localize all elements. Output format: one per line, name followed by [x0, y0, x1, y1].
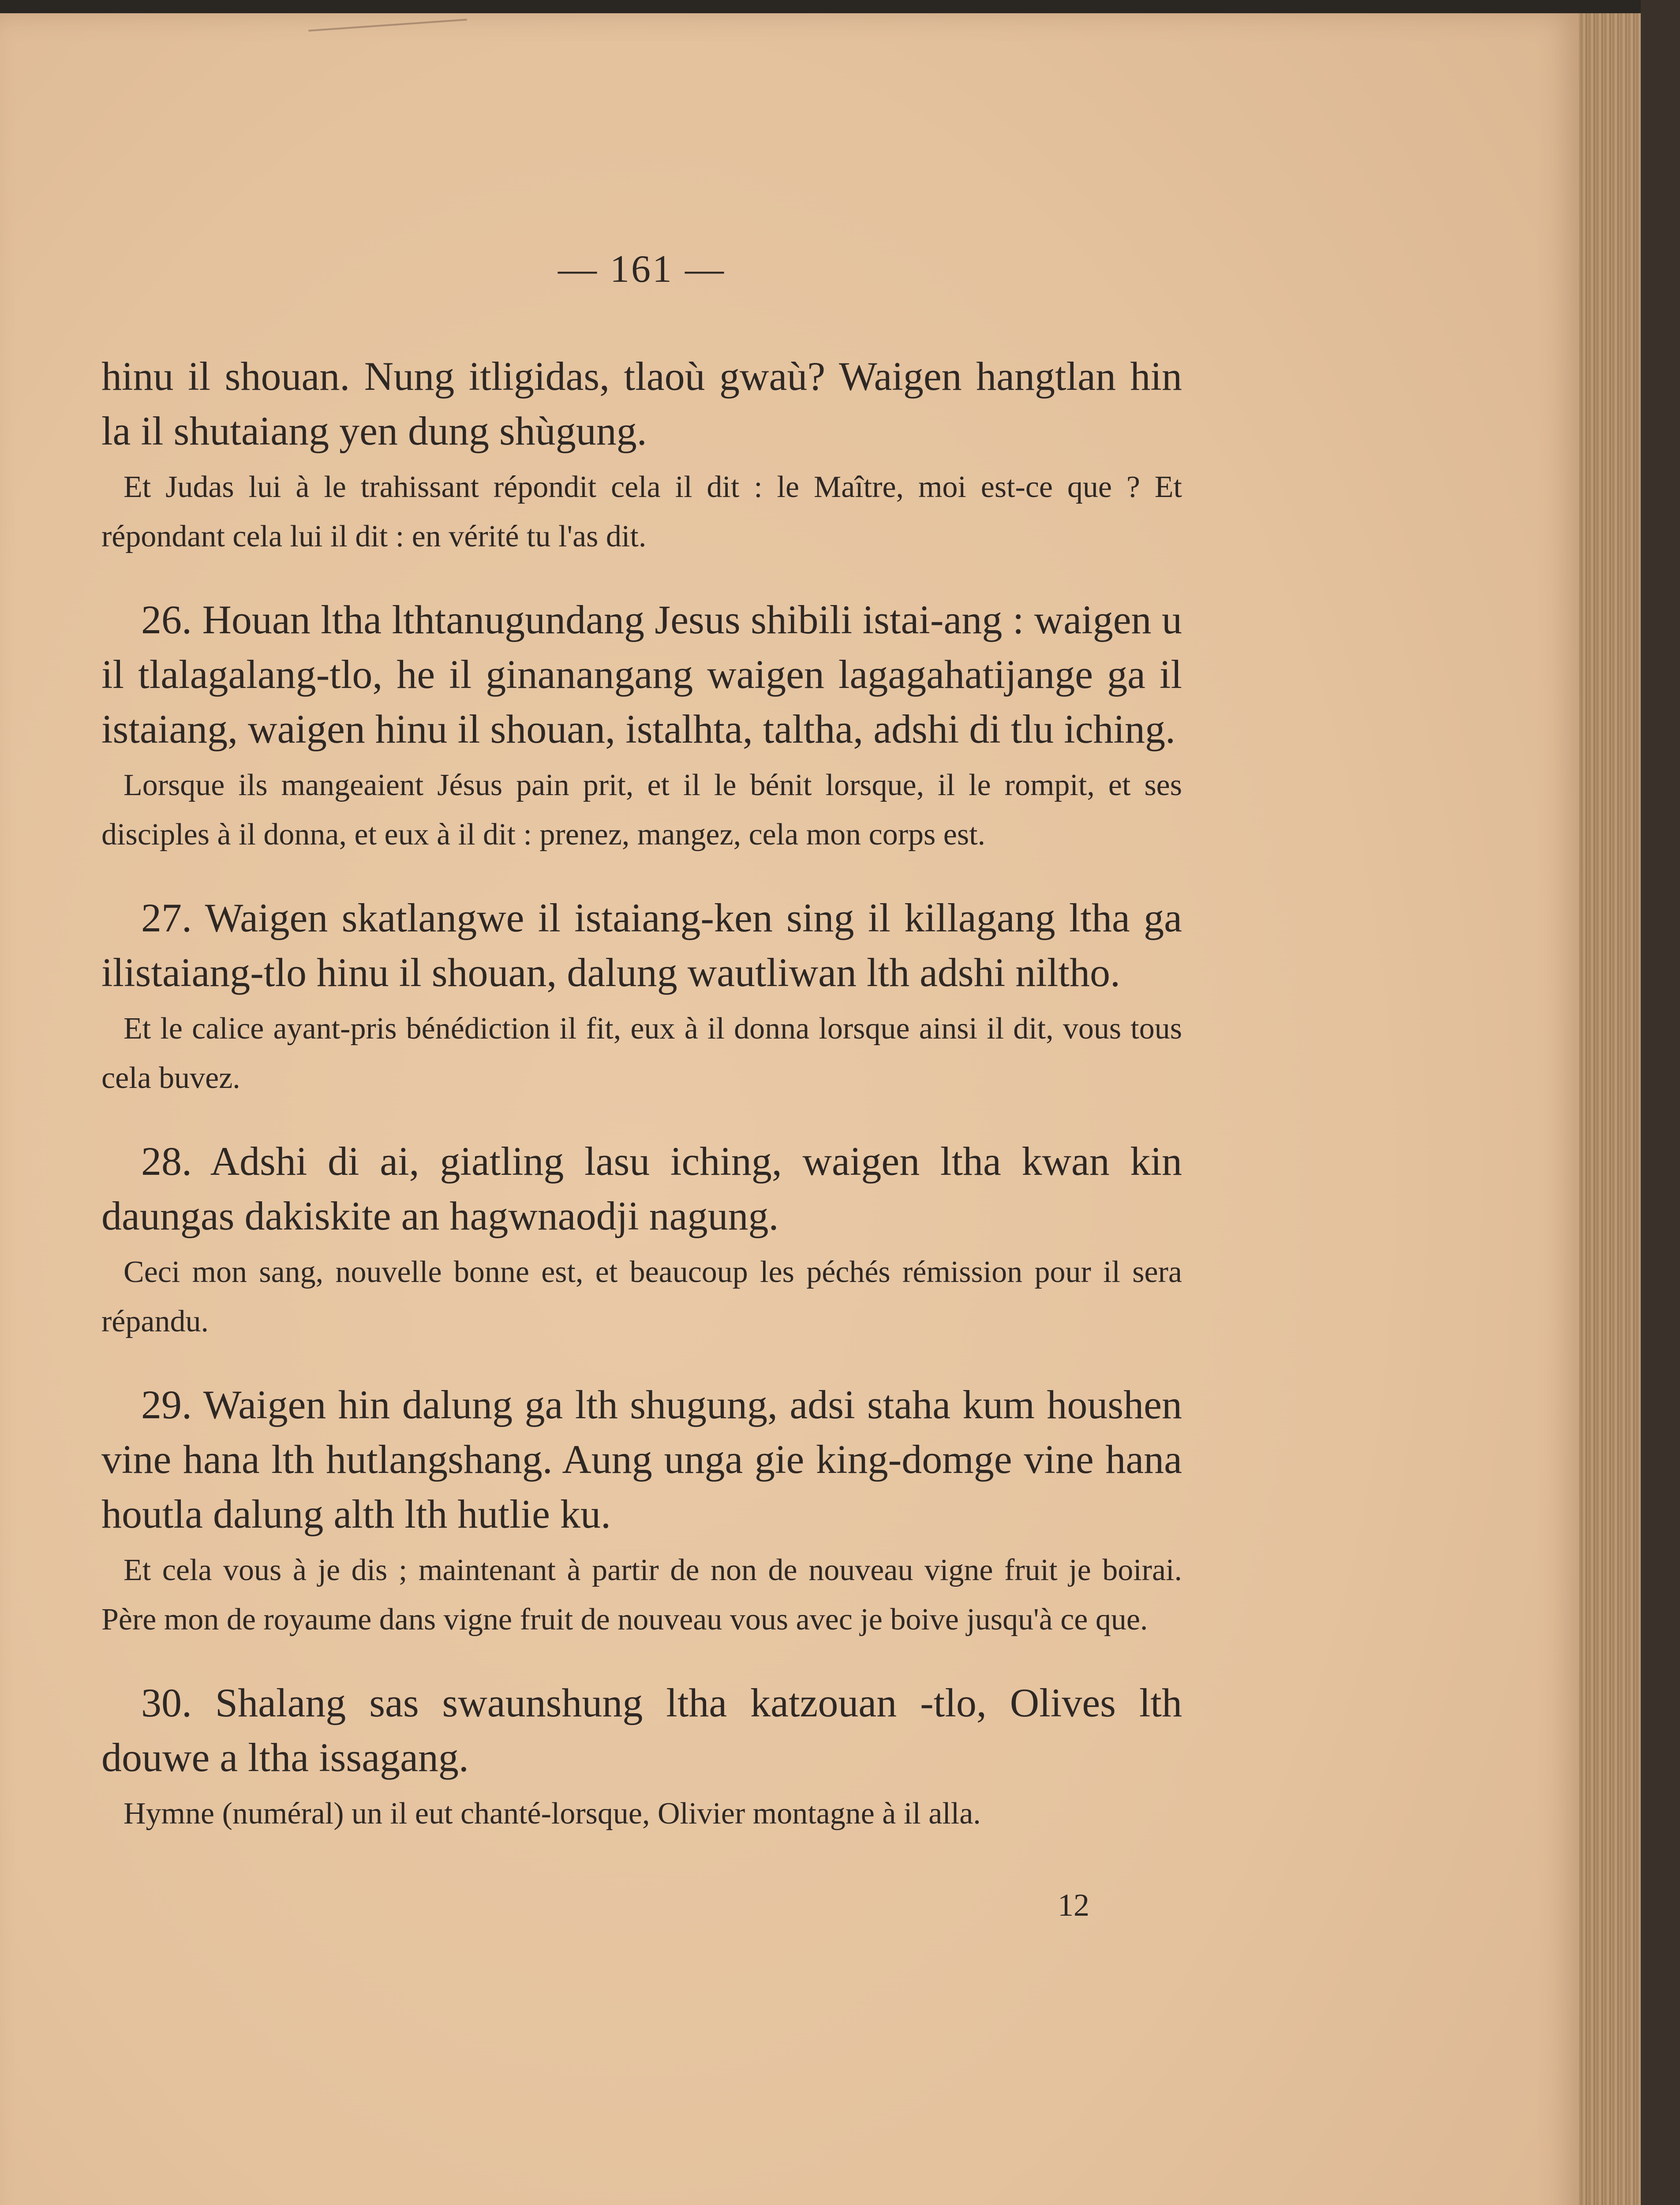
verse-28 [101, 1134, 1182, 1346]
haida-text: 29. Waigen hin dalung ga lth shugung, adsi staha kum houshen vine hana lth hutlangshang. Aung unga gie king-domge vine hana houtla dalung alth lth hutlie ku. [101, 1382, 1182, 1536]
french-translation: Lorsque ils mangeaient Jésus pain prit, et il le bénit lorsque, il le rompit, et ses disciples à il donna, et eux à il dit : prenez, mangez, cela mon corps est. [101, 768, 1182, 852]
haida-text: 30. Shalang sas swaunshung ltha katzouan -tlo, Olives lth douwe a ltha issagang. [101, 1680, 1182, 1780]
signature-mark: 12 [1058, 1887, 1089, 1923]
haida-text: 27. Waigen skatlangwe il istaiang-ken sing il killagang ltha ga ilistaiang-tlo hinu il shouan, dalung wautliwan lth adshi niltho. [101, 895, 1182, 995]
haida-text: 26. Houan ltha lthtanugundang Jesus shibili istai-ang : waigen u il tlalagalang-tlo, he il ginanangang waigen lagagahatijange ga il istaiang, waigen hinu il shouan, istalhta, taltha, adshi di tlu iching. [101, 597, 1182, 751]
french-translation: Hymne (numéral) un il eut chanté-lorsque, Olivier montagne à il alla. [123, 1797, 981, 1831]
verse-26 [101, 592, 1182, 860]
haida-text: 28. Adshi di ai, giatling lasu iching, waigen ltha kwan kin daungas dakiskite an hagwnaodji nagung. [101, 1139, 1182, 1238]
book-binding-shadow [1641, 0, 1680, 2205]
verse-25-continuation [101, 349, 1182, 561]
verse-29 [101, 1377, 1182, 1644]
page-number: — 161 — [558, 248, 726, 291]
french-translation: Ceci mon sang, nouvelle bonne est, et beaucoup les péchés rémission pour il sera répandu. [101, 1255, 1182, 1338]
french-translation: Et Judas lui à le trahissant répondit cela il dit : le Maître, moi est-ce que ? Et répondant cela lui il dit : en vérité tu l'as dit. [101, 470, 1182, 553]
page-content [101, 247, 1182, 1924]
french-translation: Et cela vous à je dis ; maintenant à partir de non de nouveau vigne fruit je boirai. Père mon de royaume dans vigne fruit de nouveau vous avec je boive jusqu'à ce que. [101, 1553, 1182, 1637]
haida-text: hinu il shouan. Nung itligidas, tlaoù gwaù? Waigen hangtlan hin la il shutaiang yen dung shùgung. [101, 354, 1182, 453]
verse-30 [101, 1675, 1182, 1839]
french-translation: Et le calice ayant-pris bénédiction il fit, eux à il donna lorsque ainsi il dit, vous tous cela buvez. [101, 1012, 1182, 1095]
verse-27 [101, 890, 1182, 1103]
